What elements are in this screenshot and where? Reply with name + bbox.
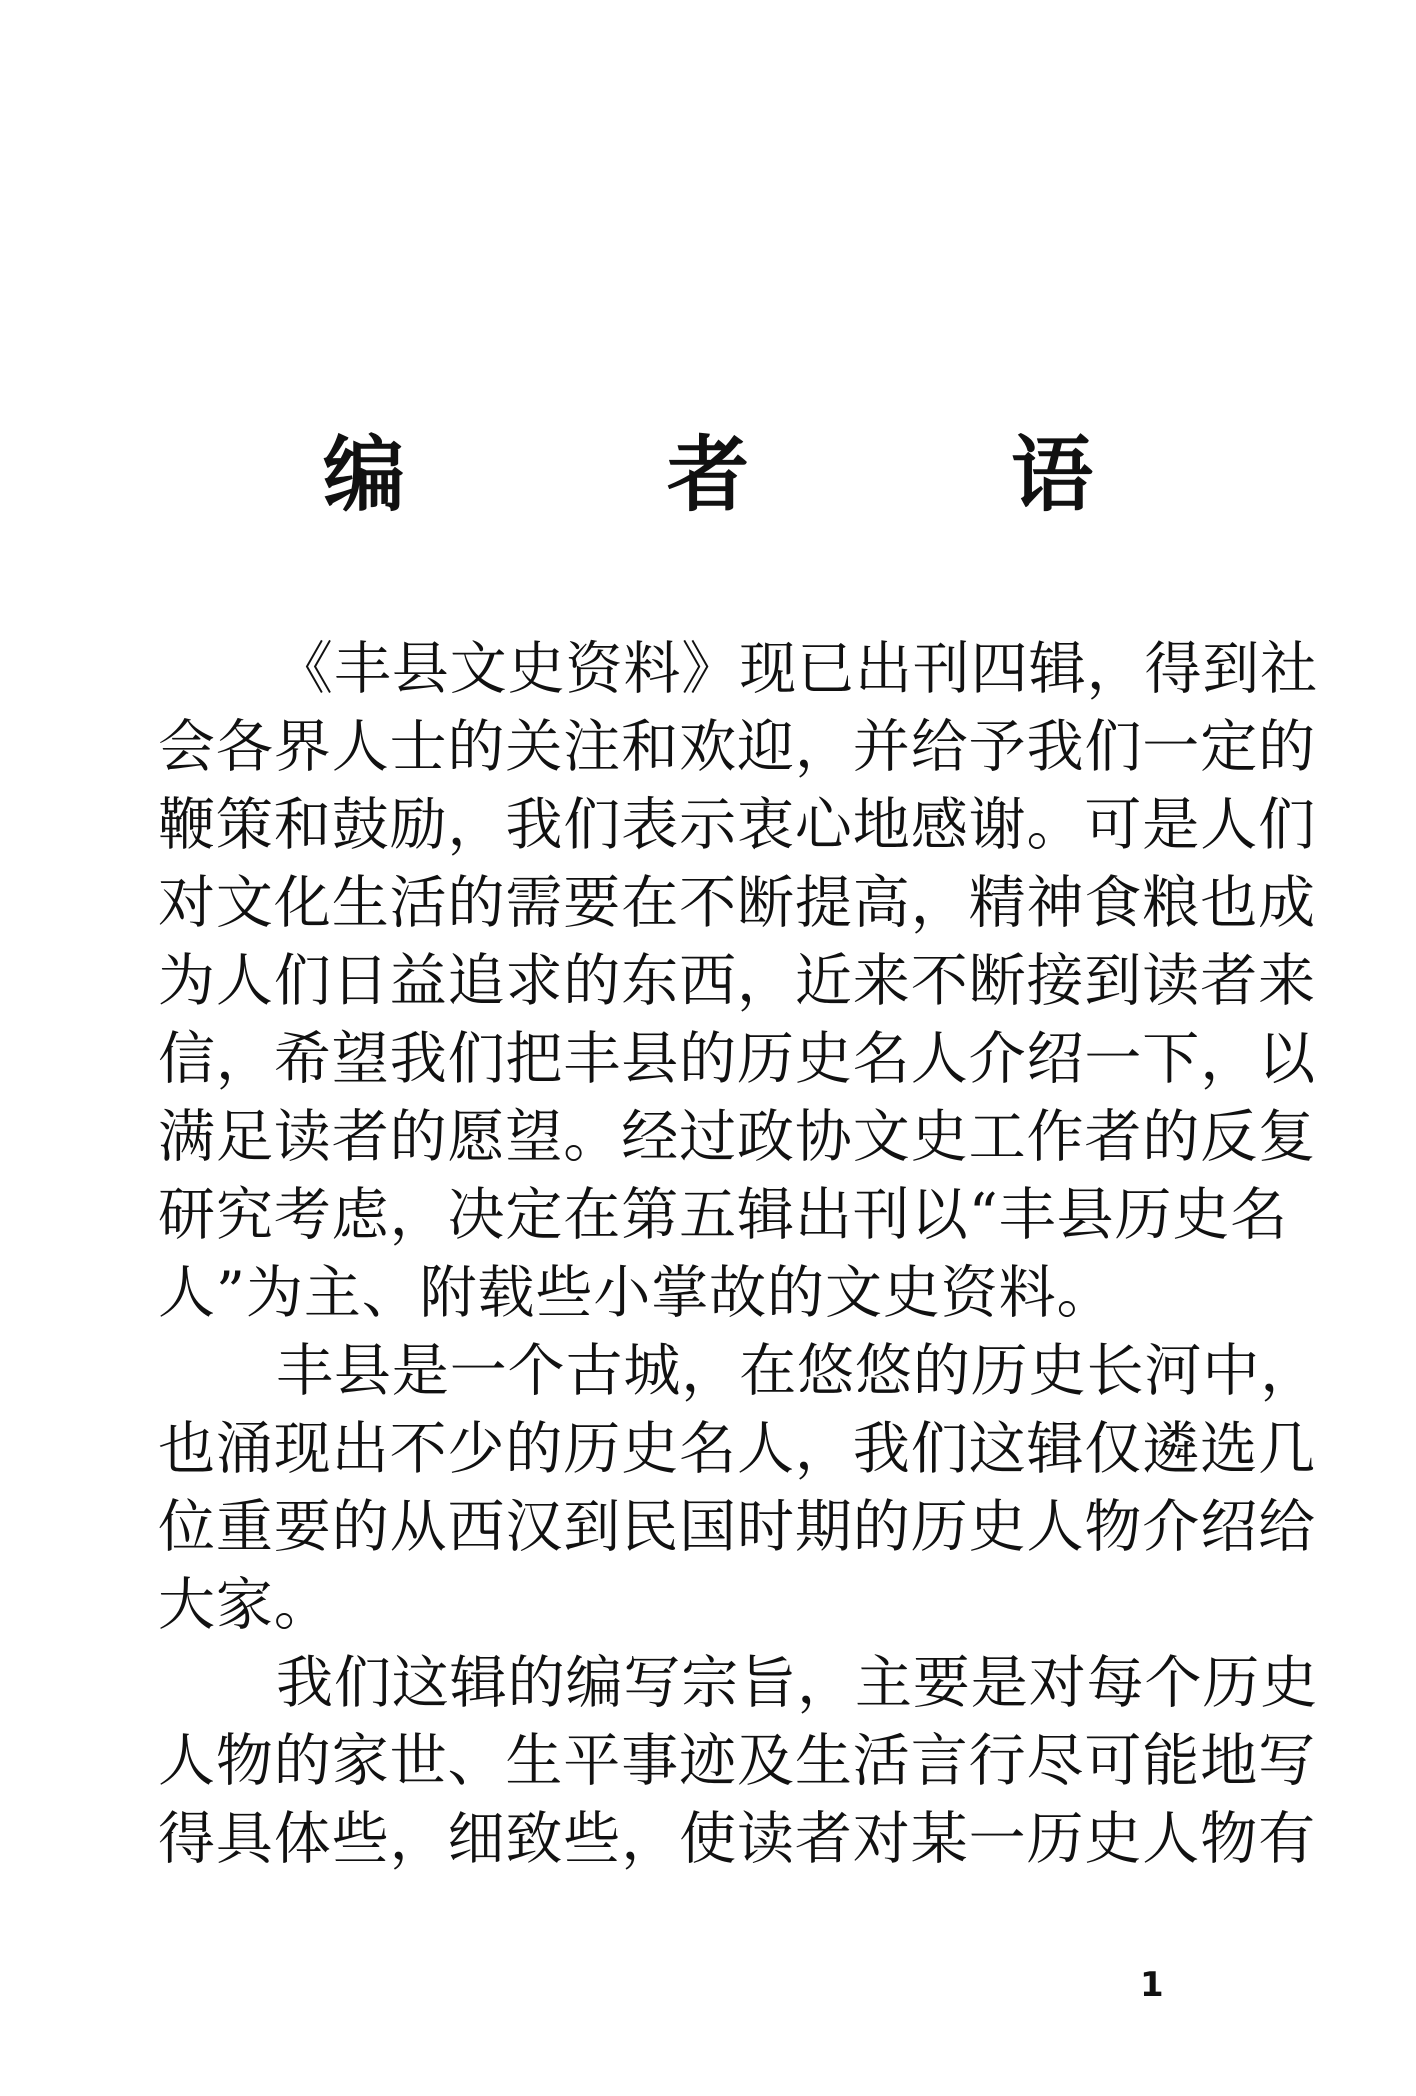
body-text <box>158 630 1319 1878</box>
paragraph-line: 为人们日益追求的东西，近来不断接到读者来 <box>158 948 1316 1014</box>
paragraph-line: 大家。 <box>158 1572 332 1638</box>
paragraph-line: 满足读者的愿望。经过政协文史工作者的反复 <box>158 1104 1316 1170</box>
paragraph-line: 人物的家世、生平事迹及生活言行尽可能地写 <box>158 1728 1316 1794</box>
paragraph-line: 位重要的从西汉到民国时期的历史人物介绍给 <box>158 1494 1316 1560</box>
paragraph-line: 得具体些，细致些，使读者对某一历史人物有 <box>158 1806 1316 1872</box>
page-title: 编 者 语 <box>322 427 1183 523</box>
paragraph-line: 人”为主、附载些小掌故的文史资料。 <box>158 1260 1115 1326</box>
paragraph-line: 对文化生活的需要在不断提高，精神食粮也成 <box>158 870 1316 936</box>
paragraph-line: 也涌现出不少的历史名人，我们这辑仅遴选几 <box>158 1416 1316 1482</box>
paragraph-line: 研究考虑，决定在第五辑出刊以“丰县历史名 <box>158 1182 1289 1248</box>
page-number: 1 <box>1140 1965 1164 2005</box>
paragraph-line: 信，希望我们把丰县的历史名人介绍一下，以 <box>158 1026 1316 1092</box>
paragraph-line: 会各界人士的关注和欢迎，并给予我们一定的 <box>158 714 1316 780</box>
paragraph-line: 鞭策和鼓励，我们表示衷心地感谢。可是人们 <box>158 792 1316 858</box>
paragraph-line: 《丰县文史资料》现已出刊四辑，得到社 <box>276 636 1319 702</box>
paragraph-line: 丰县是一个古城，在悠悠的历史长河中， <box>276 1338 1319 1404</box>
paragraph-line: 我们这辑的编写宗旨，主要是对每个历史 <box>276 1650 1319 1716</box>
